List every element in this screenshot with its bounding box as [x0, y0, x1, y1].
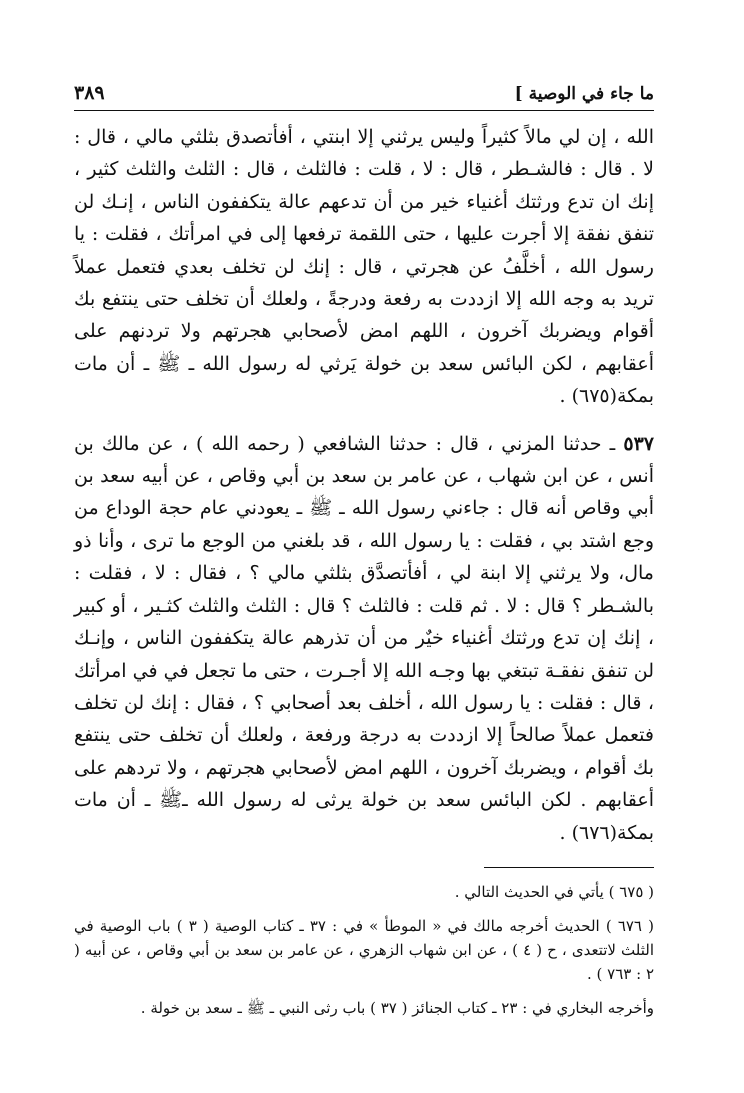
- footnote-separator: [484, 867, 654, 868]
- footnote-676: ( ٦٧٦ ) الحديث أخرجه مالك في « الموطأ » في : ٣٧ ـ كتاب الوصية ( ٣ ) باب الوصية في الثلث لاتتعدى ، ح ( ٤ ) ، عن ابن شهاب الزهري ، عن عامر بن سعد بن أبي وقاص ، عن أبيه ( ٢ : ٧٦٣ ) .: [74, 916, 654, 983]
- book-page: [74, 78, 654, 1078]
- footnote-675: ( ٦٧٥ ) يأتي في الحديث التالي .: [454, 882, 654, 901]
- main-text: [74, 121, 654, 849]
- hadith-number: ٥٣٧: [623, 432, 654, 455]
- page-header: [74, 78, 654, 111]
- paragraph-continuation: الله ، إن لي مالاً كثيراً وليس يرثني إلا ابنتي ، أفأتصدق بثلثي مالي ، قال : لا . قال : فالشـطر ، قال : لا ، قلت : فالثلث ، قال : الثلث والثلث كثير ، إنك ان تدع ورثتك أغنياء خير من أن تدعهم عالة يتكففون الناس ، إنـك لن تنفق نفقة إلا أجرت عليها ، حتى اللقمة ترفعها إلى في امرأتك ، فقلت : يا رسول الله ، أخلَّفُ عن هجرتي ، قال : إنك لن تخلف بعدي فتعمل عملاً تريد به وجه الله إلا ازددت به رفعة ودرجةً ، ولعلك أن تخلف حتى ينتفع بك أقوام ويضربك آخرون ، اللهم امض لأصحابي هجرتهم ولا تردنهم على أعقابهم ، لكن البائس سعد بن خولة يَرثي له رسول الله ـ ﷺ ـ أن مات بمكة(٦٧٥) .: [74, 126, 654, 408]
- footnotes: [74, 880, 654, 1020]
- hadith-537: [74, 428, 654, 849]
- footnote-676-bukhari: وأخرجه البخاري في : ٢٣ ـ كتاب الجنائز ( ٣٧ ) باب رثى النبي ـ ﷺ ـ سعد بن خولة .: [140, 998, 654, 1017]
- page-number: ٣٨٩: [74, 82, 105, 104]
- hadith-text: ـ حدثنا المزني ، قال : حدثنا الشافعي ( رحمه الله ) ، عن مالك بن أنس ، عن ابن شهاب ، عن عامر بن سعد بن أبي وقاص ، عن أبيه سعد بن أبي وقاص أنه قال : جاءني رسول الله ـ ﷺ ـ يعودني عام حجة الوداع من وجع اشتد بي ، فقلت : يا رسول الله ، قد بلغني من الوجع ما ترى ، وأنا ذو مال، ولا يرثني إلا ابنة لي ، أفأتصدَّق بثلثي مالي ؟ ، فقال : لا ، فقلت : بالشـطر ؟ قال : لا . ثم قلت : فالثلث ؟ قال : الثلث والثلث كثـير ، أو كبير ، إنك إن تدع ورثتك أغنياء خيٌر من أن تذرهم عالة يتكففون الناس ، وإنـك لن تنفق نفقـة تبتغي بها وجـه الله إلا أجـرت ، حتى ما تجعل في في امرأتك ، قال : فقلت : يا رسول الله ، أخلف بعد أصحابي ؟ ، فقال : إنك لن تخلف فتعمل عملاً صالحاً إلا ازددت به درجة ورفعة ، ولعلك أن تخلف حتى ينتفع بك أقوام ، ويضربك آخرون ، اللهم امض لأصحابي هجرتهم ، ولا تردهم على أعقابهم . لكن البائس سعد بن خولة يرثى له رسول الله ـﷺ ـ أن مات بمكة(٦٧٦) .: [74, 432, 654, 844]
- running-title: ما جاء في الوصية ]: [514, 84, 654, 104]
